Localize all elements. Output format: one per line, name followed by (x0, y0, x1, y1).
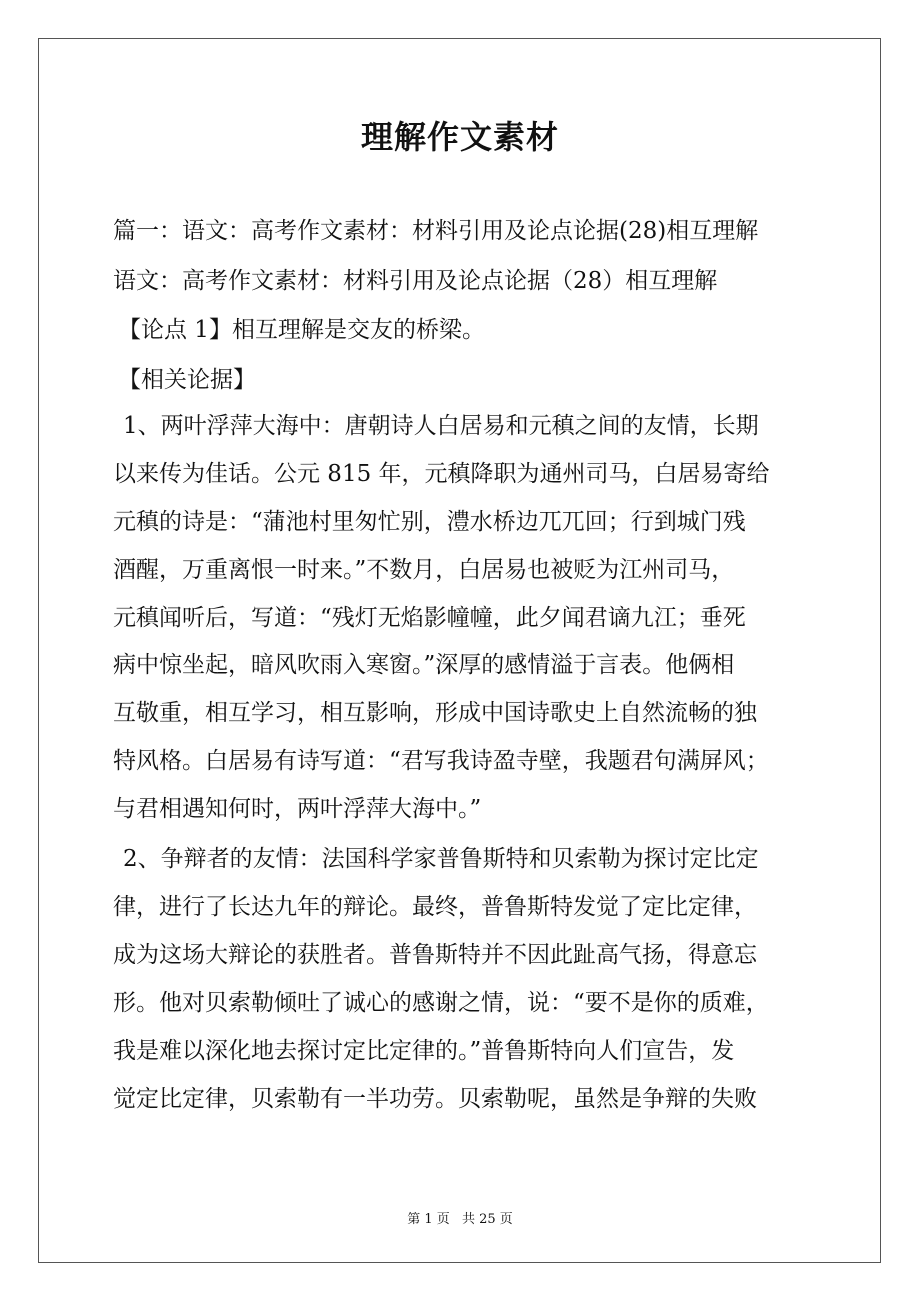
text-line-12: 特风格。白居易有诗写道：“君写我诗盈寺壁，我题君句满屏风； (113, 748, 769, 774)
text-line-16: 成为这场大辩论的获胜者。普鲁斯特并不因此趾高气扬，得意忘 (113, 942, 757, 968)
page-number: 第 1 页 (407, 1212, 450, 1227)
text-line-3: 【论点 1】相互理解是交友的桥梁。 (118, 317, 485, 343)
text-line-1: 篇一：语文：高考作文素材：材料引用及论点论据(28)相互理解 (113, 218, 759, 244)
text-line-9: 元稹闻听后，写道：“残灯无焰影幢幢，此夕闻君谪九江；垂死 (113, 605, 746, 631)
text-line-6: 以来传为佳话。公元 815 年，元稹降职为通州司马，白居易寄给 (113, 461, 770, 487)
text-line-7: 元稹的诗是：“蒲池村里匆忙别，澧水桥边兀兀回；行到城门残 (113, 509, 746, 535)
text-line-5: 1、两叶浮萍大海中：唐朝诗人白居易和元稹之间的友情，长期 (123, 413, 759, 439)
text-line-17: 形。他对贝索勒倾吐了诚心的感谢之情，说：“要不是你的质难， (113, 990, 769, 1016)
document-title: 理解作文素材 (360, 118, 559, 156)
text-line-11: 互敬重，相互学习，相互影响，形成中国诗歌史上自然流畅的独 (113, 700, 757, 726)
text-line-8: 酒醒，万重离恨一时来。”不数月，白居易也被贬为江州司马， (113, 557, 735, 583)
page-footer (0, 1208, 920, 1227)
text-line-2: 语文：高考作文素材：材料引用及论点论据（28）相互理解 (113, 268, 718, 294)
page-total: 共 25 页 (461, 1212, 513, 1227)
text-line-4: 【相关论据】 (118, 367, 256, 393)
text-line-18: 我是难以深化地去探讨定比定律的。”普鲁斯特向人们宣告，发 (113, 1038, 735, 1064)
text-line-10: 病中惊坐起，暗风吹雨入寒窗。”深厚的感情溢于言表。他俩相 (113, 652, 735, 678)
text-line-14: 2、争辩者的友情：法国科学家普鲁斯特和贝索勒为探讨定比定 (123, 846, 759, 872)
text-line-15: 律，进行了长达九年的辩论。最终，普鲁斯特发觉了定比定律， (113, 894, 757, 920)
text-line-19: 觉定比定律，贝索勒有一半功劳。贝索勒呢，虽然是争辩的失败 (113, 1086, 757, 1112)
text-line-13: 与君相遇知何时，两叶浮萍大海中。” (113, 796, 482, 822)
